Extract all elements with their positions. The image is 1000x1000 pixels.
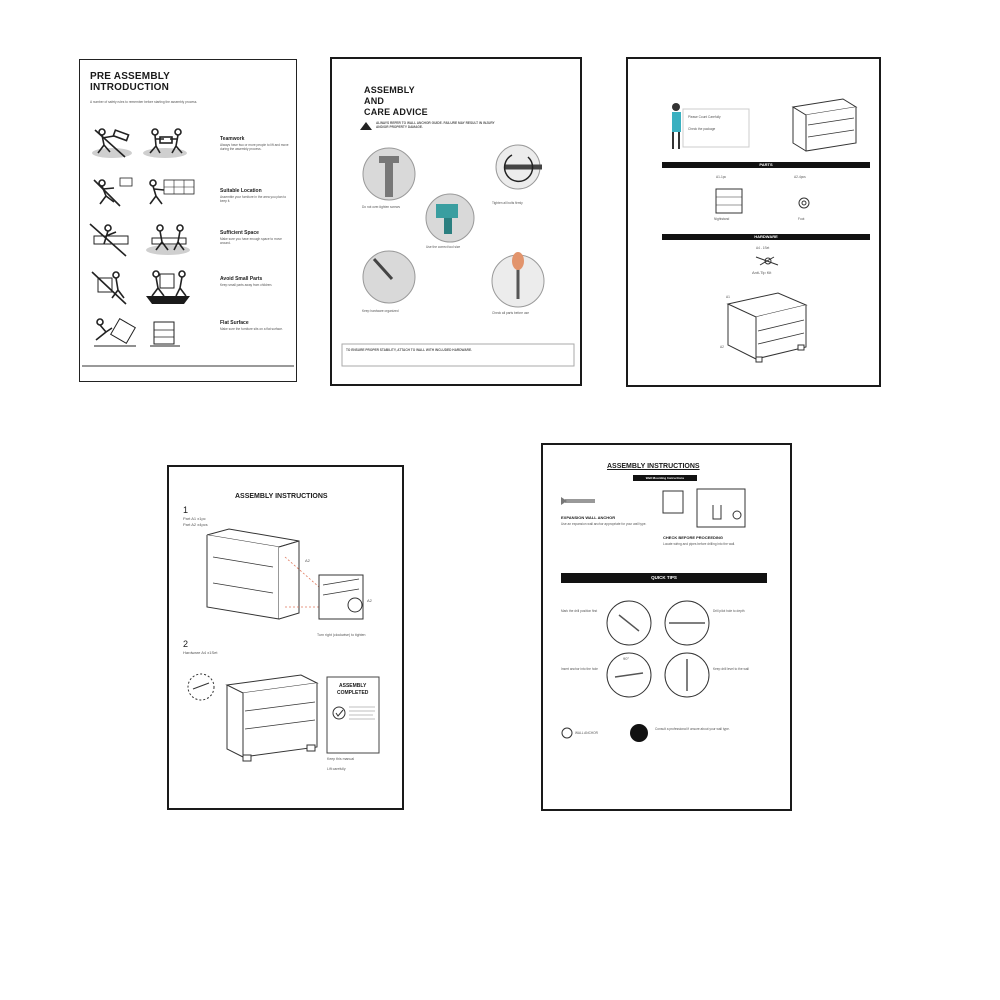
wall-mount-illustrations: [543, 445, 792, 811]
hardware-count: A4 - 1Set: [756, 246, 770, 250]
assembly-illustrations: [169, 467, 404, 810]
pre-assembly-page: [79, 59, 297, 382]
completed-line2: COMPLETED: [337, 690, 369, 696]
parts-page: [626, 57, 881, 387]
warning-text: ALWAYS REFER TO WALL ANCHOR GUIDE. FAILURE MAY RESULT IN INJURY AND/OR PROPERTY DAMAGE.: [376, 121, 495, 129]
tip-text-3: Insert anchor into the hole: [561, 667, 598, 671]
completed-line1: ASSEMBLY: [339, 683, 367, 689]
care-illustrations: [332, 59, 582, 386]
page-title: ASSEMBLY INSTRUCTIONS: [607, 463, 700, 470]
care-advice-page: [330, 57, 582, 386]
part-a2-name: Foot: [798, 217, 805, 221]
note-check: Check the package: [688, 127, 716, 131]
check-heading: CHECK BEFORE PROCEEDING: [663, 535, 724, 540]
intro-text: A number of safety rules to remember before starting the assembly process.: [90, 100, 198, 104]
tip-heading-small-parts: Avoid Small Parts: [220, 276, 263, 282]
note-count: Please Count Carefully: [688, 115, 721, 119]
bottom-note: Consult a professional if unsure about your wall type.: [655, 727, 730, 731]
page-title-line2: AND: [364, 96, 385, 106]
angle-label: 90°: [623, 656, 630, 661]
care-text-4: Keep hardware organized: [362, 309, 399, 313]
step1-part2: Part A2 x4pcs: [183, 522, 208, 527]
wall-anchor-label: WALL ANCHOR: [575, 731, 598, 735]
tip-text-location: Assemble your furniture in the area you plan to keep it.: [220, 195, 287, 203]
wall-mounting-page: [541, 443, 792, 811]
part-a1-name: Nightstand: [714, 217, 730, 221]
tip-text-flat-surface: Make sure the furniture sits on a flat surface.: [220, 327, 283, 331]
hardware-section-bar: HARDWARE: [662, 234, 870, 240]
footer-warning: TO ENSURE PROPER STABILITY, ATTACH TO WALL WITH INCLUDED HARDWARE.: [346, 348, 472, 352]
callout-a2-detail: A2: [367, 598, 372, 603]
subtitle-bar: Wall Mounting Instructions: [633, 475, 697, 481]
tip-text-2: Drill pilot hole to depth: [713, 609, 745, 613]
anchor-heading: EXPANSION WALL ANCHOR: [561, 515, 616, 520]
callout-a2: A2: [305, 558, 310, 563]
care-text-1: Do not over-tighten screws: [362, 205, 400, 209]
warning-icon: [360, 122, 372, 130]
care-text-5: Check all parts before use: [492, 311, 530, 315]
tip-text-4: Keep drill level to the wall: [713, 667, 749, 671]
safety-illustrations: [80, 60, 297, 382]
tip-heading-space: Sufficient Space: [220, 230, 259, 236]
tip-heading-flat-surface: Flat Surface: [220, 320, 249, 326]
step1-part1: Part A1 x1pc: [183, 516, 206, 521]
assembly-steps-page: [167, 465, 404, 810]
part-a2-count: A2-4pcs: [794, 175, 806, 179]
care-text-2: Tighten all bolts firmly: [492, 201, 523, 205]
tip-text-1: Mark the drill position first: [561, 609, 598, 613]
tip-heading-location: Suitable Location: [220, 188, 262, 194]
step2-hardware: Hardware A4 x1Set: [183, 650, 218, 655]
tighten-caption: Turn right (clockwise) to tighten: [317, 633, 366, 637]
parts-illustrations: [628, 59, 881, 387]
step2-number: 2: [183, 639, 189, 649]
step1-number: 1: [183, 505, 189, 515]
tip-text-space: Make sure you have enough space to move around.: [220, 237, 282, 245]
page-title: ASSEMBLY: [364, 85, 415, 95]
label-a1: A1: [726, 295, 730, 299]
anchor-text: Use an expansion wall anchor appropriate for your wall type.: [561, 522, 647, 526]
check-text: Locate wiring and pipes before drilling into the wall.: [663, 542, 736, 546]
tip-text-small-parts: Keep small parts away from children.: [220, 283, 273, 287]
care-text-3: Use the correct tool size: [426, 245, 461, 249]
page-title-line2: INTRODUCTION: [90, 82, 170, 93]
label-a2: A2: [720, 345, 724, 349]
page-title: ASSEMBLY INSTRUCTIONS: [235, 493, 328, 500]
page-title-line3: CARE ADVICE: [364, 107, 428, 117]
check-keep-manual: Keep this manual: [327, 757, 355, 761]
tip-text-teamwork: Always have two or more people to lift and move during the assembly process.: [220, 143, 289, 151]
parts-section-bar: PARTS: [662, 162, 870, 168]
part-a1-count: A1-1pc: [716, 175, 727, 179]
quick-tips-bar: QUICK TIPS: [561, 573, 767, 583]
hardware-name: Anti-Tip Kit: [752, 270, 772, 275]
check-lift-carefully: Lift carefully: [327, 767, 346, 771]
page-title: PRE ASSEMBLY: [90, 71, 171, 82]
tip-heading-teamwork: Teamwork: [220, 136, 245, 142]
